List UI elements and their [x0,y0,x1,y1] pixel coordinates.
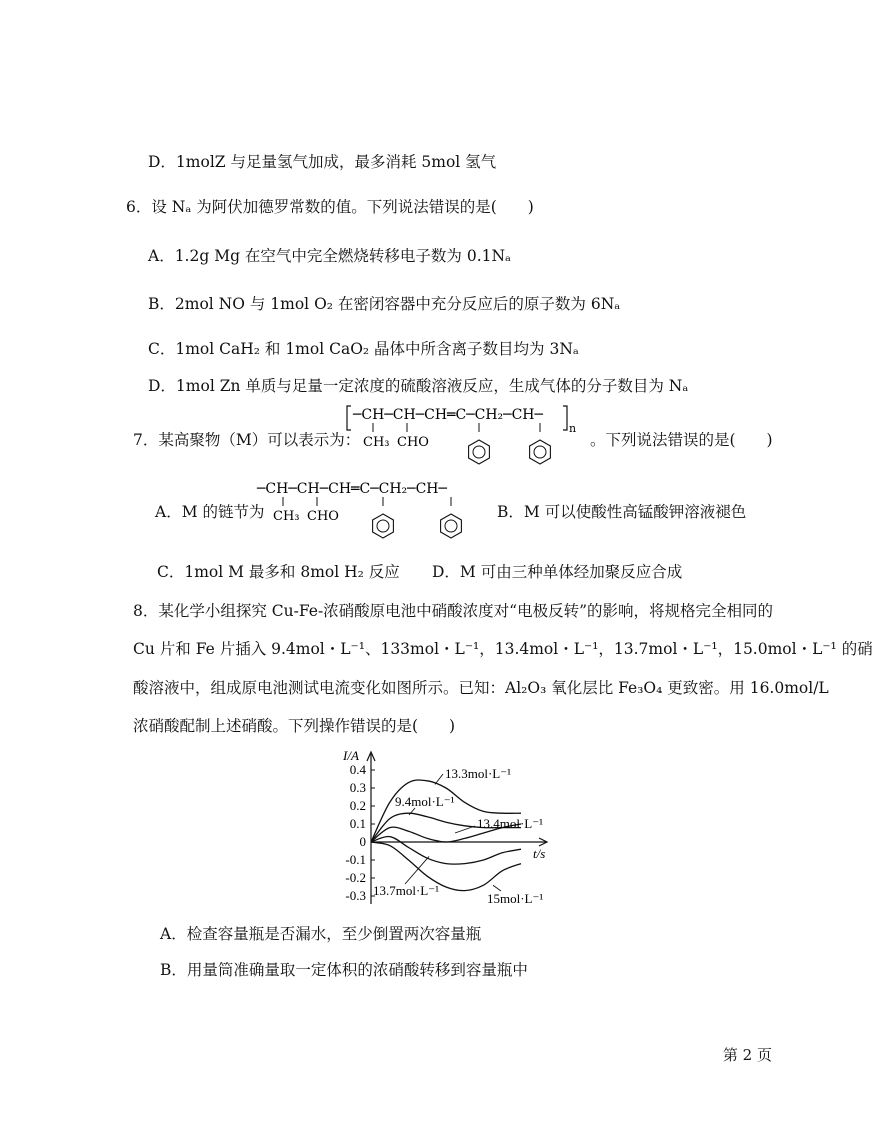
benzene-ring-icon [469,440,490,464]
chain-unit-main: ─CH─CH─CH═C─CH₂─CH─ [257,481,447,497]
series-line-1 [371,780,521,842]
q6-option-b: B．2mol NO 与 1mol O₂ 在密闭容器中充分反应后的原子数为 6Nₐ [148,295,621,313]
polymer-subscript-n: n [569,422,577,435]
q6-stem: 6．设 Nₐ 为阿伏加德罗常数的值。下列说法错误的是( ) [126,198,534,216]
q7-option-a-prefix: A．M 的链节为 [155,503,265,521]
series-label-2: 9.4mol·L⁻¹ [395,794,455,809]
q7-option-b: B．M 可以使酸性高锰酸钾溶液褪色 [497,503,747,521]
polymer-structure [345,402,575,474]
chain-unit-cho: CHO [307,509,339,524]
y-tick-label: 0.1 [349,816,366,831]
chain-unit-structure [255,476,495,552]
series-label-5: 15mol·L⁻¹ [487,891,544,906]
q8-option-a: A．检查容量瓶是否漏水，至少倒置两次容量瓶 [160,925,482,943]
benzene-ring-icon [530,440,551,464]
q6-option-a: A．1.2g Mg 在空气中完全燃烧转移电子数为 0.1Nₐ [148,247,512,265]
y-tick-label: 0 [359,834,366,849]
polymer-ch3: CH₃ [363,435,390,450]
q5-option-d: D．1molZ 与足量氢气加成，最多消耗 5mol 氢气 [148,153,497,171]
page-number: 第 2 页 [722,1046,772,1064]
benzene-ring-icon [441,514,462,538]
q8-line-1: 8．某化学小组探究 Cu-Fe-浓硝酸原电池中硝酸浓度对“电极反转”的影响，将规格完全相同的 [133,602,774,620]
y-tick-label: 0.2 [349,798,366,813]
current-time-chart [325,748,565,913]
y-tick-label: -0.1 [345,852,366,867]
y-axis-label: I/A [343,748,359,763]
q7-option-c: C．1mol M 最多和 8mol H₂ 反应 [157,563,400,581]
polymer-main-chain: ─CH─CH─CH═C─CH₂─CH─ [353,407,543,423]
series-label-3: 13.4mol·L⁻¹ [477,816,544,831]
x-axis-label: t/s [533,846,546,861]
series-label-leader [455,826,475,833]
series-label-4: 13.7mol·L⁻¹ [373,883,440,898]
benzene-ring-icon [373,514,394,538]
q8-line-2: Cu 片和 Fe 片插入 9.4mol・L⁻¹、133mol・L⁻¹，13.4mol・L⁻¹，13.7mol・L⁻¹，15.0mol・L⁻¹ 的硝 [133,640,873,658]
series-line-4 [371,836,521,864]
q7-stem-prefix: 7．某高聚物（M）可以表示为： [133,431,361,449]
q6-option-c: C．1mol CaH₂ 和 1mol CaO₂ 晶体中所含离子数目均为 3Nₐ [148,340,579,358]
q6-option-d: D．1mol Zn 单质与足量一定浓度的硫酸溶液反应，生成气体的分子数目为 Nₐ [148,377,689,395]
y-tick-label: 0.4 [349,762,366,777]
y-tick-label: -0.2 [345,870,366,885]
q7-stem-suffix: 。下列说法错误的是( ) [590,431,773,449]
y-tick-label: -0.3 [345,888,366,903]
q8-option-b: B．用量筒准确量取一定体积的浓硝酸转移到容量瓶中 [160,961,528,979]
q8-line-4: 浓硝酸配制上述硝酸。下列操作错误的是( ) [133,717,456,735]
q8-line-3: 酸溶液中，组成原电池测试电流变化如图所示。已知：Al₂O₃ 氧化层比 Fe₃O₄ 更致密。用 16.0mol/L [133,679,829,697]
chain-unit-ch3: CH₃ [273,509,300,524]
series-label-leader [435,774,443,784]
polymer-cho: CHO [397,435,429,450]
series-label-1: 13.3mol·L⁻¹ [445,766,512,781]
y-tick-label: 0.3 [349,780,366,795]
q7-option-d: D．M 可由三种单体经加聚反应合成 [432,563,683,581]
